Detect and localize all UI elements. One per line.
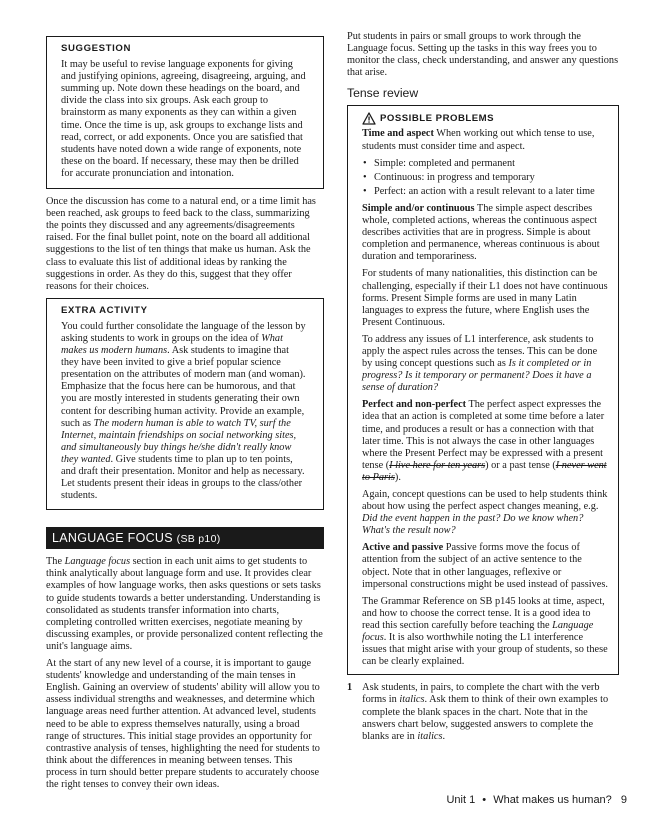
perfect-paragraph: Perfect and non-perfect The perfect aspect expresses the idea that an action is completed at some time before a later time, and produces a result or has a connection with that later time. This is not always the case in other languages where the Present Perfect may be expressed with a present tense (I live here for ten years) or a past tense (I never went to Paris). — [362, 399, 607, 483]
numbered-item — [347, 682, 619, 742]
left-column — [46, 36, 324, 796]
possible-problems-heading: POSSIBLE PROBLEMS — [380, 112, 495, 124]
page-footer — [446, 794, 627, 806]
warning-icon — [362, 112, 376, 125]
nationalities-paragraph: For students of many nationalities, this distinction can be challenging, especially if their L1 does not have continuous forms. Present Simple forms are used in many Latin languages to express the future, where English uses the Present Continuous. — [362, 268, 608, 328]
right-column — [347, 31, 619, 743]
language-focus-ref: (SB p10) — [176, 533, 221, 546]
aspect-list — [362, 158, 608, 198]
list-item: • Perfect: an action with a result relevant to a later time — [362, 186, 608, 198]
time-aspect-paragraph: Time and aspect When working out which tense to use, students must consider time and aspect. — [362, 128, 595, 152]
l1-interference-paragraph: To address any issues of L1 interference, ask students to apply the aspect rules across the tenses. This can be done by using concept questions such as Is it completed or in progress? Is it temporary or permanent? Does it have a sense of duration? — [362, 333, 598, 394]
list-item: • Simple: completed and permanent — [362, 158, 608, 170]
suggestion-text: It may be useful to revise language exponents for giving and justifying opinions, agreeing, disagreeing, arguing, and summing up. Note down these headings on the board, and divide the class into six groups. Ask each group to brainstorm as many exponents as they can within a given time. Once the time is up, ask groups to exchange lists and read, correct, or add exponents. Once you are satisfied that students have noted down a wide range of exponents, note these on the board. If necessary, these may then be drilled for accurate pronunciation and intonation. — [61, 59, 306, 179]
right-intro-paragraph: Put students in pairs or small groups to work through the Language focus. Setting up the tasks in this way frees you to monitor the class, check understanding, and answer any questions that arise. — [347, 31, 619, 79]
suggestion-box — [46, 36, 324, 189]
item-number: 1 — [347, 682, 353, 694]
simple-continuous-paragraph: Simple and/or continuous The simple aspect describes whole, completed actions, whereas the continuous aspect describes activities that are in progress. Simple is about completion and permanence, whereas continuous is about duration and temporariness. — [362, 202, 600, 263]
language-focus-p2: At the start of any new level of a course, it is important to gauge students' knowledge and understanding of the main tenses in English. Gaining an overview of students' ability will allow you to assess individual strengths and weaknesses, and determine which language areas need further attention. At advanced level, students need to be able to express themselves naturally, using a broad range of structures. This initial stage provides an opportunity for contrastive analysis of tenses, highlighting the need for students to think about the differences in meaning between tenses. This process in turn should better prepare students to accurately choose the right tenses to convey their own ideas. — [46, 658, 320, 790]
extra-activity-heading: EXTRA ACTIVITY — [61, 304, 148, 316]
discussion-paragraph: Once the discussion has come to a natural end, or a time limit has been reached, ask groups to feed back to the class, summarizing the points they discussed and any agreements/disagreements raised. For the final bullet point, note on the board all additional suggestions to the list of ten things that make us human. Ask the class to evaluate this list of additional ideas by ranking the suggestions in order. As they do this, suggest that they offer reasons for their choices. — [46, 196, 316, 292]
tense-review-title: Tense review — [347, 86, 419, 101]
possible-problems-header — [362, 112, 608, 125]
footer-title: What makes us human? — [493, 794, 612, 806]
extra-activity-box — [46, 298, 324, 511]
language-focus-title: LANGUAGE FOCUS — [52, 531, 173, 546]
footer-bullet: • — [482, 794, 487, 806]
footer-unit: Unit 1 — [446, 794, 476, 806]
language-focus-p1: The Language focus section in each unit aims to get students to think analytically about language form and use. It provides clear examples of how language works, then asks questions or sets tasks to guide students towards a better understanding. Understanding is consolidated as students transfer information into charts, completing controlled written exercises, negotiate meaning by discussing examples, or provide personalized content reflecting the unit's language aims. — [46, 556, 323, 652]
concept-questions-paragraph: Again, concept questions can be used to help students think about how using the perfect aspect changes meaning, e.g. Did the event happen in the past? Do we know when? What's the result now? — [362, 489, 608, 537]
list-item: • Continuous: in progress and temporary — [362, 172, 608, 184]
page-number: 9 — [620, 794, 627, 806]
active-passive-paragraph: Active and passive Passive forms move the focus of attention from the subject of an active sentence to the object. Note that in other languages, reflexive or impersonal constructions might be used instead of passives. — [362, 542, 608, 590]
suggestion-heading: SUGGESTION — [61, 43, 131, 54]
grammar-reference-paragraph: The Grammar Reference on SB p145 looks at time, aspect, and how to choose the correct tense. It is a good idea to read this section carefully before teaching the Language focus. It is also worthwhile noting the L1 interference issues that might arise with your group of students, so these can be clearly explained. — [362, 595, 608, 668]
item-text: Ask students, in pairs, to complete the chart with the verb forms in italics. Ask them to think of their own examples to complete the blank spaces in the chart. Note that in the answers chart below, suggested answers to complete the blanks are in italics. — [362, 682, 609, 742]
extra-activity-text: You could further consolidate the language of the lesson by asking students to work in groups on the idea of What makes us modern humans. Ask students to imagine that they have been invited to give a brief popular science presentation on the attributes of modern man (and woman). Emphasize that the focus here can be humorous, and that you are mostly interested in students generating their own content for describing human activity. Provide an example, such as The modern human is able to watch TV, surf the Internet, maintain friendships on social networking sites, and simultaneously buy things he/she didn't really know they wanted. Give students time to plan up to ten points, and draft their presentation. Monitor and help as necessary. Let students present their ideas in groups to the class/other students. — [61, 320, 306, 502]
language-focus-header — [46, 527, 324, 549]
possible-problems-box — [347, 105, 619, 675]
